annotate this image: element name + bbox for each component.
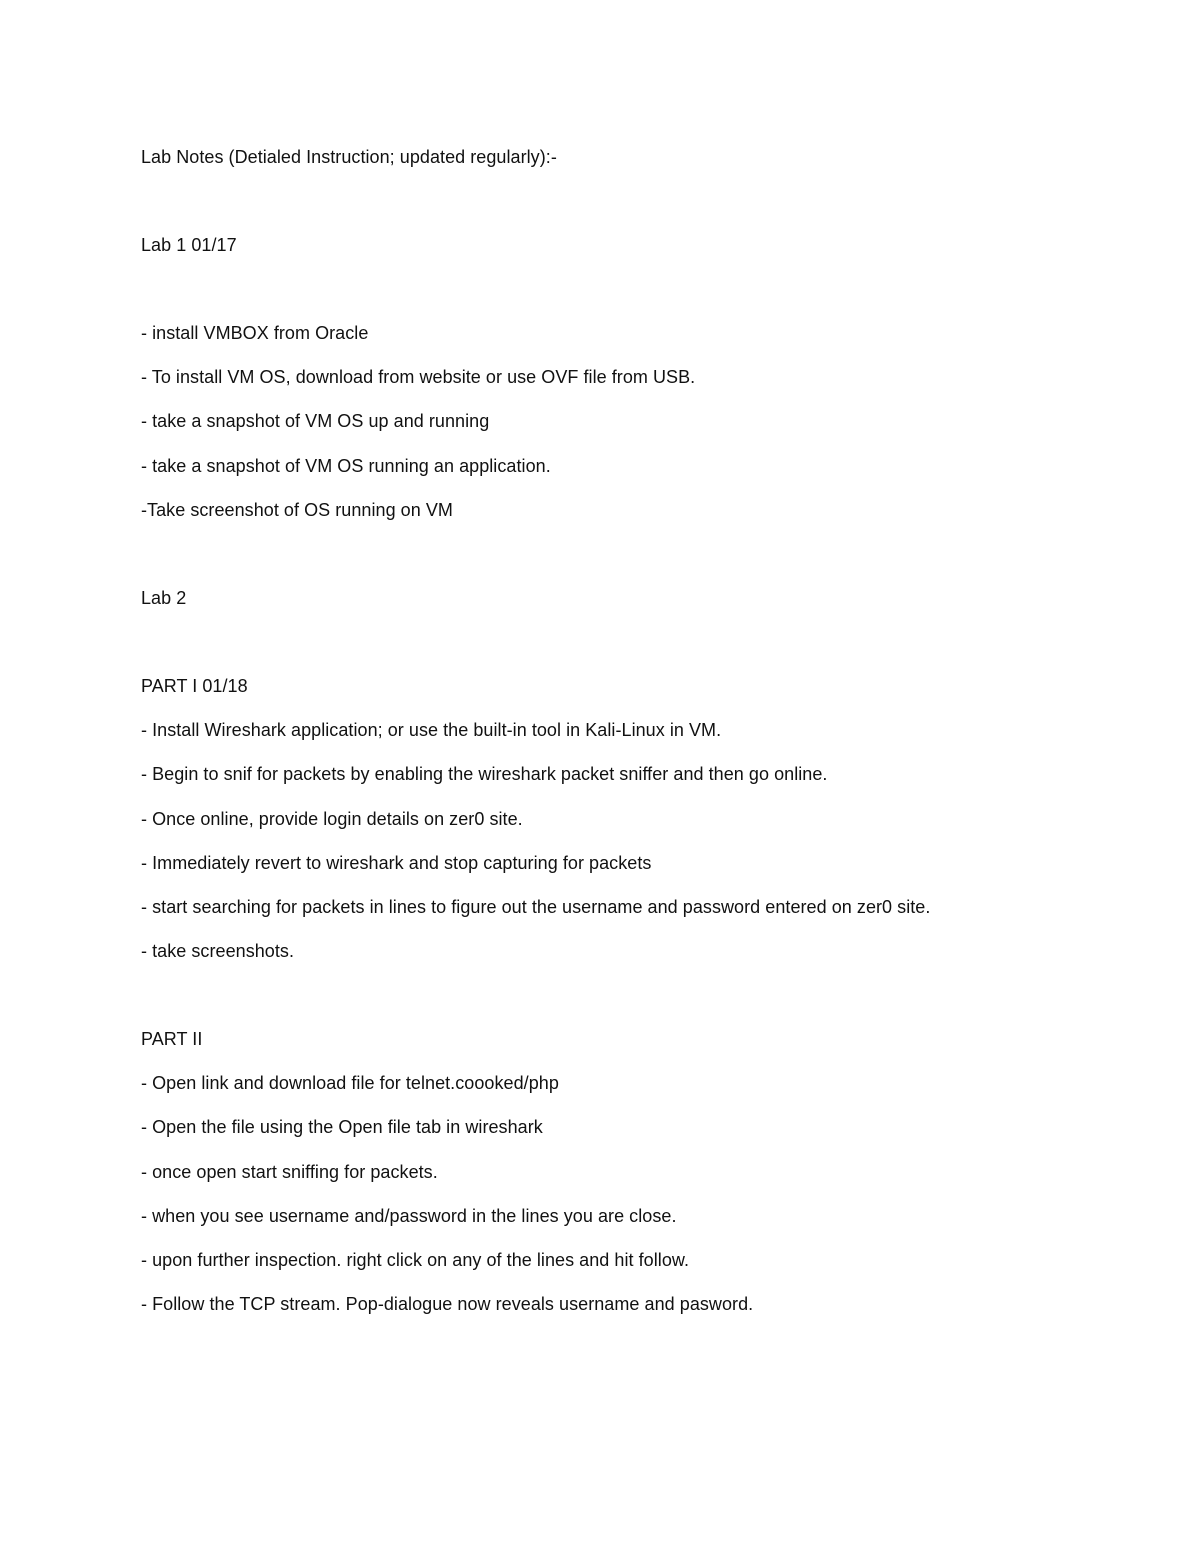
lab1-item: -Take screenshot of OS running on VM xyxy=(141,500,453,520)
part1-item: - Once online, provide login details on zer0 site. xyxy=(141,809,523,829)
lab1-heading: Lab 1 01/17 xyxy=(141,235,237,255)
part2-item: - once open start sniffing for packets. xyxy=(141,1162,438,1182)
part1-item: - Install Wireshark application; or use the built-in tool in Kali-Linux in VM. xyxy=(141,720,722,740)
part1-item: - start searching for packets in lines to figure out the username and password entered on zer0 site. xyxy=(141,897,931,917)
part1-item: - Immediately revert to wireshark and stop capturing for packets xyxy=(141,853,652,873)
lab1-item: - take a snapshot of VM OS running an application. xyxy=(141,456,551,476)
part1-item: - take screenshots. xyxy=(141,941,295,961)
lab1-item: - install VMBOX from Oracle xyxy=(141,323,369,343)
part2-item: - Open link and download file for telnet.coooked/php xyxy=(141,1073,559,1093)
lab1-item: - take a snapshot of VM OS up and running xyxy=(141,411,490,431)
lab2-heading: Lab 2 xyxy=(141,588,187,608)
part2-item: - Follow the TCP stream. Pop-dialogue now reveals username and pasword. xyxy=(141,1294,754,1314)
part1-item: - Begin to snif for packets by enabling the wireshark packet sniffer and then go online. xyxy=(141,764,828,784)
part2-item: - Open the file using the Open file tab in wireshark xyxy=(141,1117,543,1137)
document-title: Lab Notes (Detialed Instruction; updated regularly):- xyxy=(141,147,557,167)
part2-heading: PART II xyxy=(141,1029,203,1049)
part2-item: - when you see username and/password in the lines you are close. xyxy=(141,1206,677,1226)
part2-item: - upon further inspection. right click on any of the lines and hit follow. xyxy=(141,1250,690,1270)
part1-heading: PART I 01/18 xyxy=(141,676,248,696)
lab1-item: - To install VM OS, download from website or use OVF file from USB. xyxy=(141,367,696,387)
